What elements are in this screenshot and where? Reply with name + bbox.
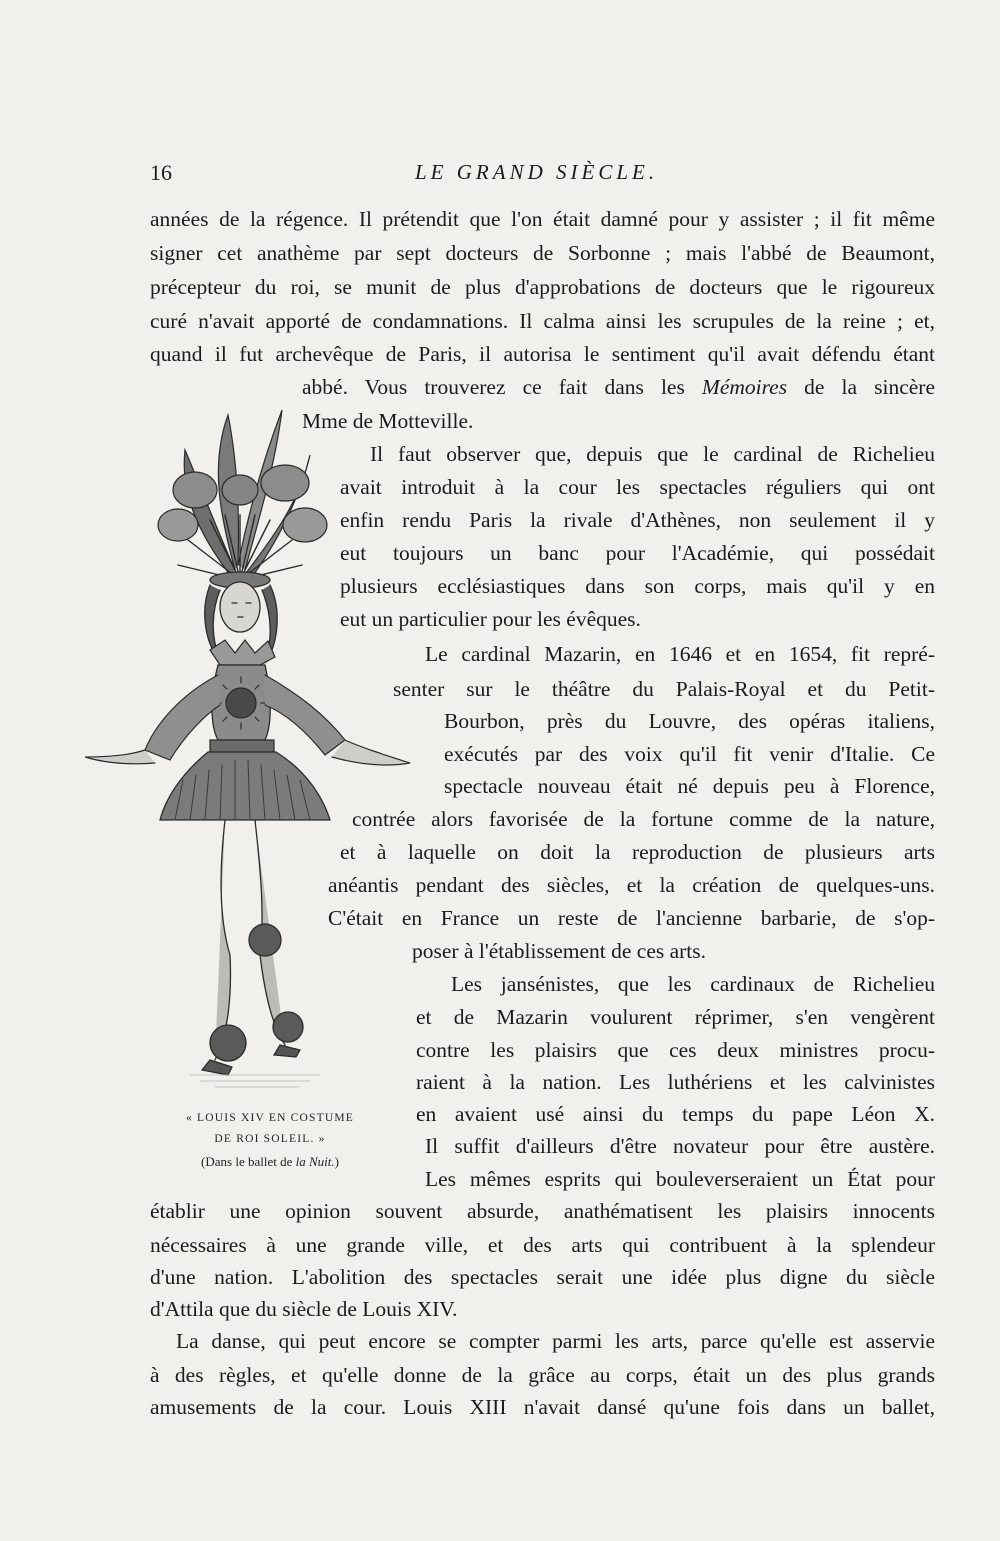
text-line: exécutés par des voix qu'il fit venir d'Italie. Ce: [444, 742, 935, 766]
figure-caption-line1: « LOUIS XIV EN COSTUME: [185, 1112, 355, 1124]
caption-ballet-title: la Nuit.: [295, 1154, 335, 1169]
text-line: quand il fut archevêque de Paris, il autorisa le sentiment qu'il avait défendu étant: [150, 342, 935, 366]
text-segment: abbé. Vous trouverez ce fait dans les: [302, 375, 702, 399]
text-line: Il suffit d'ailleurs d'être novateur pour être austère.: [425, 1134, 935, 1158]
tasset-skirt: [160, 752, 330, 820]
belt: [210, 740, 274, 752]
text-line: Les jansénistes, que les cardinaux de Richelieu: [451, 972, 935, 996]
text-line: et de Mazarin voulurent réprimer, s'en vengèrent: [416, 1005, 935, 1029]
caption-text: ): [334, 1154, 339, 1169]
text-line: Mme de Motteville.: [302, 409, 474, 433]
text-line: contrée alors favorisée de la fortune comme de la nature,: [352, 807, 935, 831]
text-line: avait introduit à la cour les spectacles réguliers qui ont: [340, 475, 935, 499]
text-line: précepteur du roi, se munit de plus d'approbations de docteurs que le rigoureux: [150, 275, 935, 299]
text-line: et à laquelle on doit la reproduction de plusieurs arts: [340, 840, 935, 864]
text-line: Les mêmes esprits qui bouleverseraient un État pour: [425, 1167, 935, 1191]
running-title: LE GRAND SIÈCLE.: [415, 160, 659, 184]
text-line: enfin rendu Paris la rivale d'Athènes, non seulement il y: [340, 508, 935, 532]
text-line: anéantis pendant des siècles, et la création de quelques-uns.: [328, 873, 935, 897]
text-line: d'Attila que du siècle de Louis XIV.: [150, 1297, 458, 1321]
ground-shadow: [190, 1075, 320, 1087]
text-line: senter sur le théâtre du Palais-Royal et du Petit-: [393, 677, 935, 701]
text-line: C'était en France un reste de l'ancienne barbarie, de s'op-: [328, 906, 935, 930]
ruff-collar: [210, 640, 275, 665]
text-line: Le cardinal Mazarin, en 1646 et en 1654, fit repré-: [425, 642, 935, 666]
text-line: d'une nation. L'abolition des spectacles serait une idée plus digne du siècle: [150, 1265, 935, 1289]
text-line: Bourbon, près du Louvre, des opéras italiens,: [444, 709, 935, 733]
text-line: poser à l'établissement de ces arts.: [412, 939, 707, 963]
text-line: curé n'avait apporté de condamnations. Il calma ainsi les scrupules de la reine ; et,: [150, 309, 935, 333]
text-line: eut toujours un banc pour l'Académie, qui possédait: [340, 541, 935, 565]
sun-medallion: [226, 688, 256, 718]
text-line: eut un particulier pour les évêques.: [340, 607, 641, 631]
headdress-plumes: [158, 410, 327, 577]
book-title: Mémoires: [701, 375, 788, 399]
text-line: spectacle nouveau était né depuis peu à Florence,: [444, 774, 935, 798]
page-number: 16: [150, 160, 172, 185]
text-line: signer cet anathème par sept docteurs de Sorbonne ; mais l'abbé de Beaumont,: [150, 241, 935, 265]
figure-caption-line2: DE ROI SOLEIL. »: [214, 1133, 326, 1145]
text-line: contre les plaisirs que ces deux ministres procu-: [416, 1038, 935, 1062]
text-line: nécessaires à une grande ville, et des arts qui contribuent à la splendeur: [150, 1233, 935, 1257]
text-line: en avaient usé ainsi du temps du pape Léon X.: [416, 1102, 935, 1126]
figure-caption-line3: [155, 1154, 385, 1170]
text-line: amusements de la cour. Louis XIII n'avait dansé qu'une fois dans un ballet,: [150, 1395, 935, 1419]
caption-text: (Dans le ballet de: [201, 1154, 296, 1169]
engraving-louis-xiv-sun-costume: [60, 395, 420, 1105]
text-line: années de la régence. Il prétendit que l'on était damné pour y assister ; il fit même: [150, 207, 935, 231]
text-line: raient à la nation. Les luthériens et les calvinistes: [416, 1070, 935, 1094]
text-line: établir une opinion souvent absurde, anathématisent les plaisirs innocents: [150, 1199, 935, 1223]
text-segment: de la sincère: [787, 375, 935, 399]
text-line: La danse, qui peut encore se compter parmi les arts, parce qu'elle est asservie: [176, 1329, 935, 1353]
text-line: plusieurs ecclésiastiques dans son corps, mais qu'il y en: [340, 574, 935, 598]
text-line: Il faut observer que, depuis que le cardinal de Richelieu: [370, 442, 935, 466]
legs: [202, 820, 303, 1075]
text-line: à des règles, et qu'elle donne de la grâce au corps, était un des plus grands: [150, 1363, 935, 1387]
